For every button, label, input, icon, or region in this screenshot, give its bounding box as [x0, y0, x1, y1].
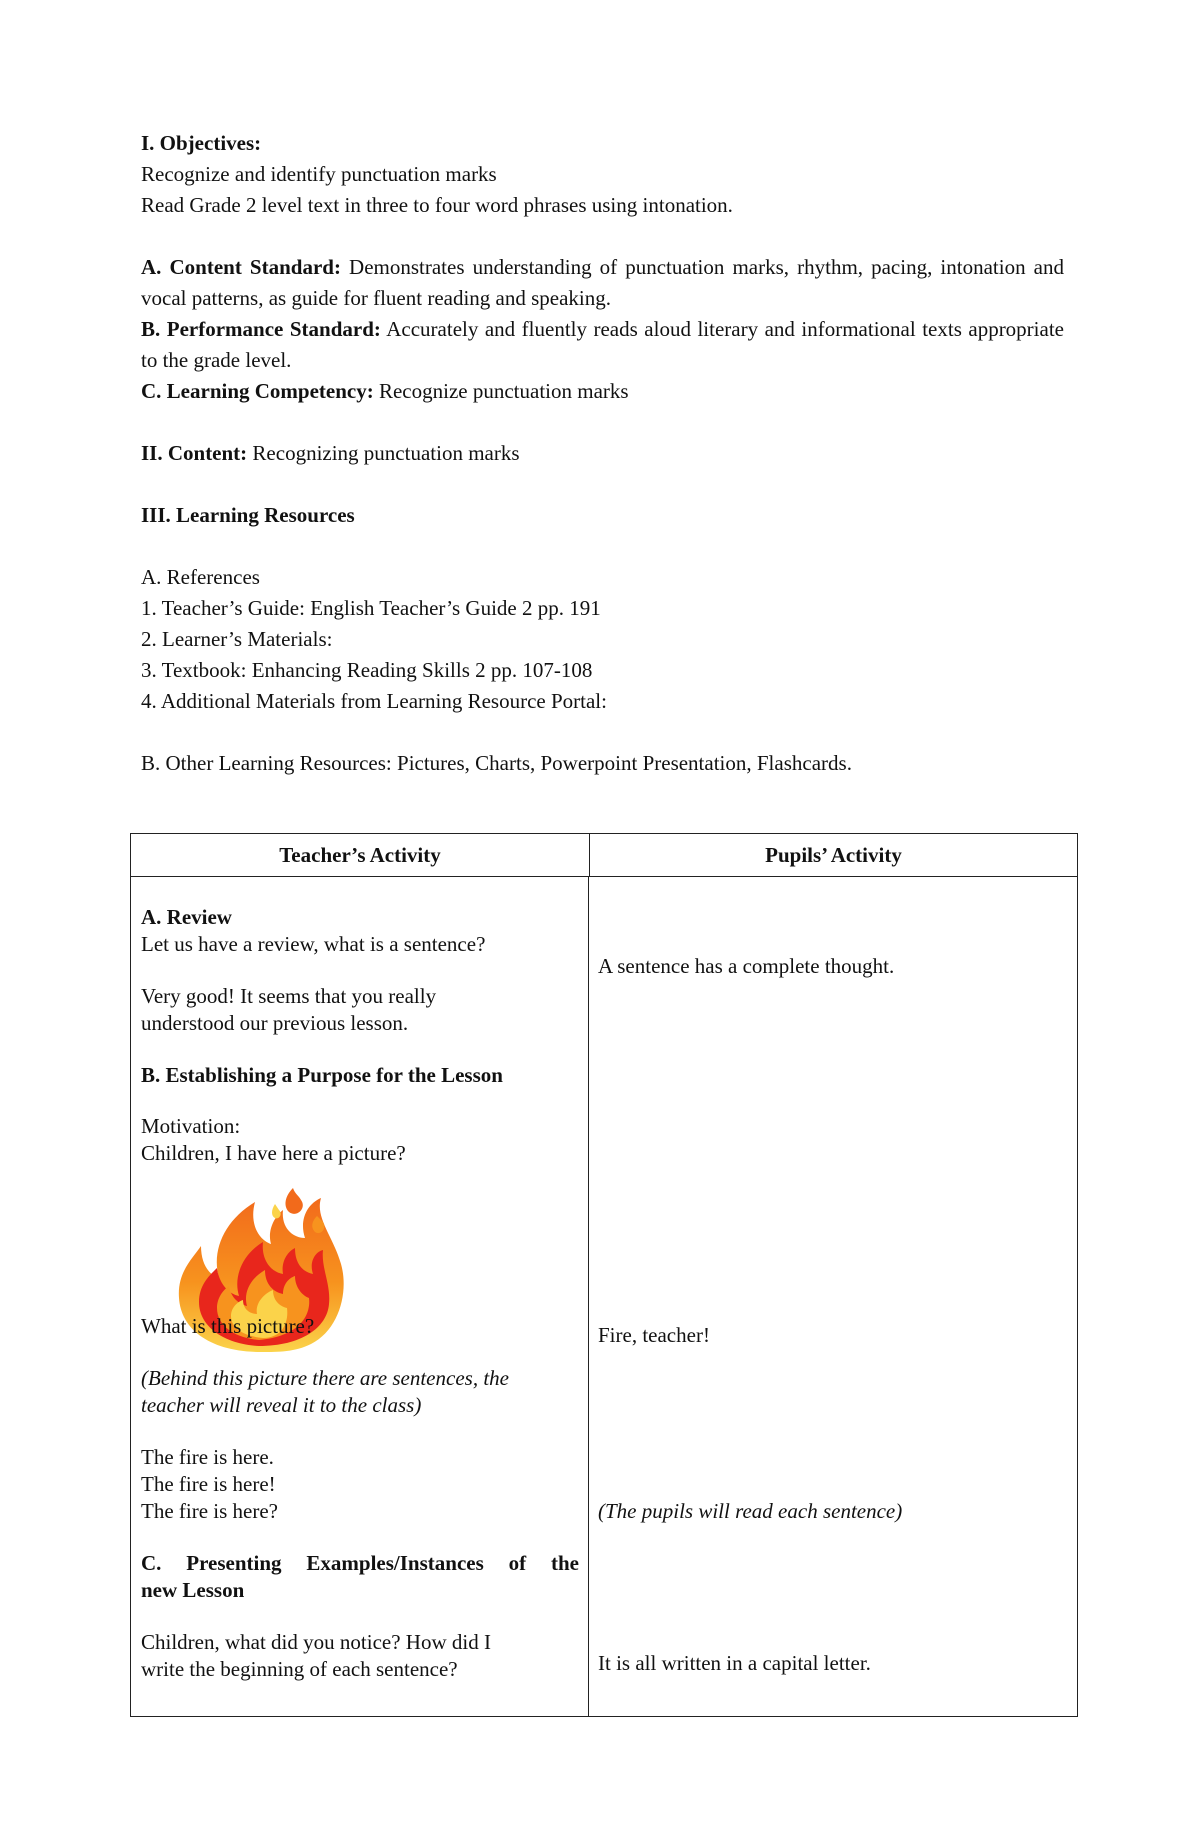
- other-resources: B. Other Learning Resources: Pictures, Charts, Powerpoint Presentation, Flashcards.: [141, 751, 852, 775]
- teacher-activity-header: Teacher’s Activity: [131, 834, 590, 876]
- pupil-read-note: (The pupils will read each sentence): [598, 1499, 903, 1523]
- teacher-note-line-1: (Behind this picture there are sentences, the: [141, 1366, 509, 1390]
- purpose-heading: B. Establishing a Purpose for the Lesson: [141, 1063, 503, 1087]
- motivation-label: Motivation:: [141, 1114, 241, 1138]
- pupil-answer-sentence: A sentence has a complete thought.: [598, 954, 895, 978]
- example-sentence: The fire is here.: [141, 1445, 274, 1469]
- reference-item: 1. Teacher’s Guide: English Teacher’s Guide 2 pp. 191: [141, 596, 601, 620]
- resources-heading: III. Learning Resources: [141, 503, 355, 527]
- review-question: Let us have a review, what is a sentence?: [141, 932, 486, 956]
- example-sentence: The fire is here?: [141, 1499, 279, 1523]
- pupil-answer-capital: It is all written in a capital letter.: [598, 1651, 871, 1675]
- performance-standard: B. Performance Standard: Accurately and fluently reads aloud literary and informational texts appropriate to the grade level.: [141, 317, 1064, 372]
- picture-intro: Children, I have here a picture?: [141, 1141, 406, 1165]
- objectives-heading: I. Objectives:: [141, 131, 262, 155]
- content-standard: A. Content Standard: Demonstrates understanding of punctuation marks, rhythm, pacing, intonation and vocal patterns, as guide for fluent reading and speaking.: [141, 255, 1064, 310]
- teacher-note-line-2: teacher will reveal it to the class): [141, 1393, 422, 1417]
- flame-spark-3: [272, 1204, 281, 1218]
- reference-item: 2. Learner’s Materials:: [141, 627, 333, 651]
- example-sentence: The fire is here!: [141, 1472, 276, 1496]
- review-praise-line-2: understood our previous lesson.: [141, 1011, 409, 1035]
- presenting-heading-line-1: C. Presenting Examples/Instances of the: [141, 1551, 579, 1575]
- flame-spark-1: [286, 1188, 303, 1214]
- objective-1: Recognize and identify punctuation marks: [141, 162, 497, 186]
- activity-table: [130, 833, 1078, 1717]
- picture-question: What is this picture?: [141, 1314, 315, 1338]
- reference-item: 3. Textbook: Enhancing Reading Skills 2 pp. 107-108: [141, 658, 593, 682]
- references-heading: A. References: [141, 565, 260, 589]
- learning-competency: C. Learning Competency: Recognize punctuation marks: [141, 379, 629, 403]
- lesson-plan: [141, 128, 1064, 779]
- review-praise-line-1: Very good! It seems that you really: [141, 984, 437, 1008]
- content-section: II. Content: Recognizing punctuation marks: [141, 441, 520, 465]
- table-header: [131, 834, 1077, 877]
- notice-question-line-1: Children, what did you notice? How did I: [141, 1630, 491, 1654]
- notice-question-line-2: write the beginning of each sentence?: [141, 1657, 458, 1681]
- pupil-answer-fire: Fire, teacher!: [598, 1323, 710, 1347]
- objective-2: Read Grade 2 level text in three to four word phrases using intonation.: [141, 193, 733, 217]
- presenting-heading-line-2: new Lesson: [141, 1578, 245, 1602]
- reference-item: 4. Additional Materials from Learning Resource Portal:: [141, 689, 607, 713]
- review-heading: A. Review: [141, 905, 232, 929]
- pupils-activity-header: Pupils’ Activity: [765, 842, 902, 867]
